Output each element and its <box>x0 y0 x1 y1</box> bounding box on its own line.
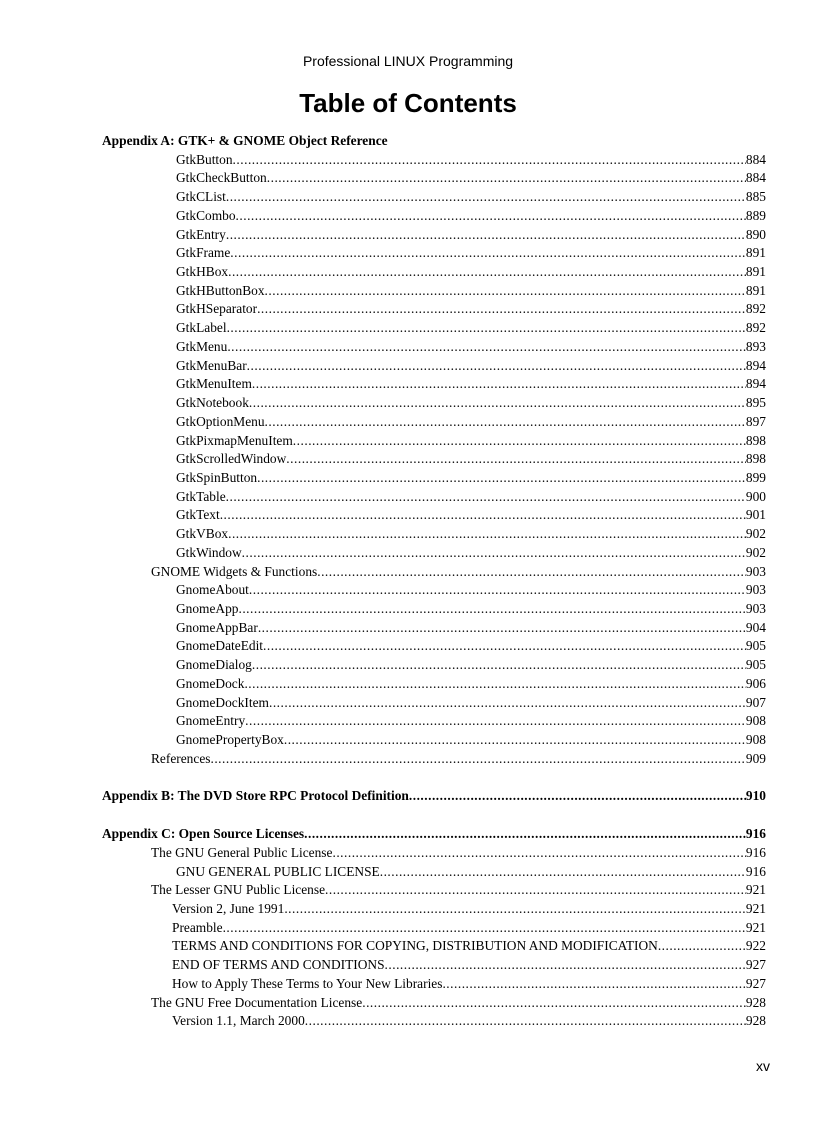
toc-entry-label: GtkFrame <box>176 245 231 261</box>
toc-entry-lgpl-end-terms[interactable] <box>102 956 766 975</box>
toc-entry-page: 904 <box>745 619 766 635</box>
dot-leader <box>245 712 746 731</box>
toc-entry-gnomeentry[interactable] <box>102 712 766 731</box>
toc-entry-gtkpixmapmenuitem[interactable] <box>102 432 766 451</box>
toc-entry-gnomedialog[interactable] <box>102 656 766 675</box>
toc-entry-gtkmenu[interactable] <box>102 338 766 357</box>
toc-entry-page: 906 <box>745 675 766 691</box>
toc-entry-gtkscrolledwindow[interactable] <box>102 450 766 469</box>
toc-entry-page: 902 <box>745 544 766 560</box>
toc-entry-label: The GNU General Public License <box>151 844 333 860</box>
toc-entry-page: 903 <box>745 563 766 579</box>
dot-leader <box>304 825 746 844</box>
dot-leader <box>226 226 746 245</box>
toc-entry-label: GNU GENERAL PUBLIC LICENSE <box>176 863 380 879</box>
toc-entry-label: GtkScrolledWindow <box>176 451 287 467</box>
toc-entry-gtktext[interactable] <box>102 506 766 525</box>
toc-entry-page: 908 <box>745 713 766 729</box>
toc-entry-gnomepropertybox[interactable] <box>102 731 766 750</box>
toc-entry-label: GnomeDateEdit <box>176 638 264 654</box>
dot-leader <box>305 1012 746 1031</box>
toc-entry-lgpl[interactable] <box>102 881 766 900</box>
toc-appendix-b[interactable] <box>102 787 766 806</box>
toc-entry-page: 891 <box>745 245 766 261</box>
dot-leader <box>332 844 745 863</box>
running-header: Professional LINUX Programming <box>302 53 514 69</box>
toc-entry-page: 889 <box>745 207 766 223</box>
dot-leader <box>265 282 746 301</box>
toc-entry-gtkwindow[interactable] <box>102 544 766 563</box>
dot-leader <box>249 394 746 413</box>
dot-leader <box>263 637 746 656</box>
toc-entry-label: How to Apply These Terms to Your New Libraries <box>172 975 443 991</box>
toc-entry-page: 916 <box>745 844 766 860</box>
toc-entry-label: Appendix B: The DVD Store RPC Protocol Definition <box>102 788 409 804</box>
toc-entry-page: 905 <box>745 657 766 673</box>
toc-entry-page: 909 <box>745 750 766 766</box>
dot-leader <box>362 994 746 1013</box>
dot-leader <box>293 432 746 451</box>
toc-entry-page: 885 <box>745 189 766 205</box>
toc-entry-label: GtkMenuItem <box>176 376 252 392</box>
toc-entry-page: 928 <box>745 1013 766 1029</box>
toc-entry-label: GtkHBox <box>176 264 229 280</box>
dot-leader <box>442 975 745 994</box>
dot-leader <box>233 151 746 170</box>
toc-entry-page: 898 <box>745 451 766 467</box>
dot-leader <box>238 600 745 619</box>
toc-entry-label: GtkOptionMenu <box>176 413 265 429</box>
dot-leader <box>385 956 746 975</box>
toc-entry-gtknotebook[interactable] <box>102 394 766 413</box>
dot-leader <box>236 207 746 226</box>
dot-leader <box>317 563 746 582</box>
toc-entry-label: GtkCheckButton <box>176 170 267 186</box>
toc-entry-label: Appendix A: GTK+ & GNOME Object Reference <box>102 133 388 148</box>
toc-entry-references[interactable] <box>102 750 766 769</box>
toc-entry-page: 905 <box>745 638 766 654</box>
page-title: Table of Contents <box>299 88 517 118</box>
toc-entry-gtkcheckbutton[interactable] <box>102 169 766 188</box>
page-number: xv <box>756 1058 770 1074</box>
toc-entry-page: 908 <box>745 732 766 747</box>
dot-leader <box>226 488 746 507</box>
toc-entry-page: 899 <box>745 469 766 485</box>
toc-entry-page: 894 <box>745 357 766 373</box>
toc-entry-lgpl-version[interactable] <box>102 900 766 919</box>
toc-entry-gnomedockitem[interactable] <box>102 694 766 713</box>
toc-entry-page: 891 <box>745 264 766 280</box>
toc-entry-lgpl-how-to-apply[interactable] <box>102 975 766 994</box>
toc-entry-gtkhseparator[interactable] <box>102 300 766 319</box>
dot-leader <box>325 881 746 900</box>
dot-leader <box>230 244 746 263</box>
toc-entry-label: GtkCList <box>176 189 226 205</box>
toc-entry-gpl[interactable] <box>102 844 766 863</box>
toc-entry-label: Preamble <box>172 919 223 935</box>
toc-entry-gtkvbox[interactable] <box>102 525 766 544</box>
toc-entry-label: Version 2, June 1991 <box>172 901 285 917</box>
dot-leader <box>257 300 746 319</box>
toc-entry-label: The GNU Free Documentation License <box>151 994 363 1010</box>
toc-entry-gtkhbox[interactable] <box>102 263 766 282</box>
toc-entry-page: 903 <box>745 600 766 616</box>
toc-entry-page: 884 <box>745 170 766 186</box>
toc-appendix-c[interactable] <box>102 825 766 844</box>
dot-leader <box>227 338 746 357</box>
dot-leader <box>252 656 746 675</box>
dot-leader <box>244 675 745 694</box>
toc-entry-label: References <box>151 750 211 766</box>
toc-entry-label: GtkMenuBar <box>176 357 247 373</box>
toc-entry-label: The Lesser GNU Public License <box>151 882 326 898</box>
toc-entry-page: 900 <box>745 488 766 504</box>
toc-entry-page: 921 <box>745 919 766 935</box>
toc-entry-gtkmenuitem[interactable] <box>102 375 766 394</box>
toc-entry-page: 916 <box>745 863 766 879</box>
toc-entry-gtkentry[interactable] <box>102 226 766 245</box>
toc-entry-label: END OF TERMS AND CONDITIONS <box>172 957 385 973</box>
table-of-contents <box>102 132 766 1031</box>
toc-entry-gtktable[interactable] <box>102 488 766 507</box>
toc-entry-page: 907 <box>745 694 766 710</box>
toc-entry-label: GnomeAbout <box>176 582 249 598</box>
toc-entry-page: 884 <box>745 151 766 167</box>
dot-leader <box>249 581 746 600</box>
dot-leader <box>227 319 746 338</box>
toc-entry-gtkmenubar[interactable] <box>102 357 766 376</box>
toc-entry-label: GtkCombo <box>176 207 236 223</box>
toc-entry-gnomedock[interactable] <box>102 675 766 694</box>
toc-entry-label: GnomeEntry <box>176 713 246 729</box>
toc-entry-page: 928 <box>745 994 766 1010</box>
toc-entry-page: 901 <box>745 507 766 523</box>
dot-leader <box>258 619 746 638</box>
toc-entry-page: 916 <box>745 826 766 842</box>
toc-entry-page: 921 <box>745 882 766 898</box>
toc-entry-gtkoptionmenu[interactable] <box>102 413 766 432</box>
toc-entry-label: GtkVBox <box>176 526 229 542</box>
toc-entry-label: GnomePropertyBox <box>176 732 284 747</box>
toc-entry-page: 903 <box>745 582 766 598</box>
toc-entry-label: GtkSpinButton <box>176 469 258 485</box>
toc-entry-label: GtkTable <box>176 488 226 504</box>
dot-leader <box>223 919 746 938</box>
toc-entry-label: GnomeAppBar <box>176 619 258 635</box>
toc-entry-page: 895 <box>745 395 766 411</box>
toc-entry-gtklabel[interactable] <box>102 319 766 338</box>
toc-entry-fdl-version[interactable] <box>102 1012 766 1031</box>
dot-leader <box>380 863 746 882</box>
toc-entry-page: 892 <box>745 301 766 317</box>
toc-appendix-a[interactable] <box>102 132 766 151</box>
toc-entry-gnome-widgets[interactable] <box>102 563 766 582</box>
dot-leader <box>228 263 746 282</box>
dot-leader <box>210 750 745 769</box>
dot-leader <box>247 357 746 376</box>
toc-entry-page: 922 <box>745 938 766 954</box>
toc-entry-gpl-caps[interactable] <box>102 863 766 882</box>
toc-entry-gnomedateedit[interactable] <box>102 637 766 656</box>
dot-leader <box>286 450 746 469</box>
toc-entry-label: GtkMenu <box>176 338 228 354</box>
dot-leader <box>228 525 746 544</box>
dot-leader <box>226 188 746 207</box>
toc-entry-label: GtkButton <box>176 151 233 167</box>
toc-entry-label: GtkLabel <box>176 320 227 336</box>
toc-entry-page: 902 <box>745 526 766 542</box>
toc-entry-page: 921 <box>745 901 766 917</box>
toc-entry-label: GtkEntry <box>176 226 226 242</box>
toc-entry-gtkcombo[interactable] <box>102 207 766 226</box>
toc-entry-page: 910 <box>745 788 766 804</box>
toc-entry-fdl[interactable] <box>102 994 766 1013</box>
toc-entry-label: GnomeDock <box>176 675 245 691</box>
toc-entry-gtkframe[interactable] <box>102 244 766 263</box>
section-gap <box>102 806 766 825</box>
toc-entry-lgpl-terms[interactable] <box>102 937 766 956</box>
dot-leader <box>257 469 746 488</box>
toc-entry-gnomeapp[interactable] <box>102 600 766 619</box>
toc-entry-lgpl-preamble[interactable] <box>102 919 766 938</box>
toc-entry-page: 893 <box>745 338 766 354</box>
dot-leader <box>409 787 746 806</box>
toc-entry-label: GtkPixmapMenuItem <box>176 432 293 448</box>
toc-entry-label: GtkNotebook <box>176 395 249 411</box>
dot-leader <box>658 937 746 956</box>
toc-entry-page: 898 <box>745 432 766 448</box>
dot-leader <box>269 694 746 713</box>
toc-entry-page: 897 <box>745 413 766 429</box>
toc-entry-gtkclist[interactable] <box>102 188 766 207</box>
dot-leader <box>265 413 746 432</box>
toc-entry-page: 927 <box>745 975 766 991</box>
toc-entry-page: 927 <box>745 957 766 973</box>
toc-entry-page: 892 <box>745 320 766 336</box>
dot-leader <box>252 375 746 394</box>
toc-entry-label: Appendix C: Open Source Licenses <box>102 826 305 842</box>
toc-entry-page: 894 <box>745 376 766 392</box>
toc-entry-page: 891 <box>745 282 766 298</box>
dot-leader <box>242 544 746 563</box>
toc-entry-label: GtkText <box>176 507 220 523</box>
toc-entry-gtkhbuttonbox[interactable] <box>102 282 766 301</box>
toc-entry-label: GnomeDockItem <box>176 694 269 710</box>
toc-entry-label: GtkHButtonBox <box>176 282 265 298</box>
toc-entry-label: GnomeDialog <box>176 657 252 673</box>
toc-entry-gtkbutton[interactable] <box>102 151 766 170</box>
section-gap <box>102 768 766 787</box>
dot-leader <box>284 900 746 919</box>
dot-leader <box>284 731 746 750</box>
toc-entry-gnomeappbar[interactable] <box>102 619 766 638</box>
dot-leader <box>267 169 746 188</box>
toc-entry-label: Version 1.1, March 2000 <box>172 1013 305 1029</box>
dot-leader <box>220 506 746 525</box>
toc-entry-label: GtkHSeparator <box>176 301 258 317</box>
toc-entry-label: TERMS AND CONDITIONS FOR COPYING, DISTRIBUTION AND MODIFICATION <box>172 938 658 954</box>
toc-entry-label: GtkWindow <box>176 544 242 560</box>
toc-entry-page: 890 <box>745 226 766 242</box>
toc-entry-label: GNOME Widgets & Functions <box>151 563 318 579</box>
toc-entry-label: GnomeApp <box>176 600 239 616</box>
toc-entry-gnomeabout[interactable] <box>102 581 766 600</box>
toc-entry-gtkspinbutton[interactable] <box>102 469 766 488</box>
